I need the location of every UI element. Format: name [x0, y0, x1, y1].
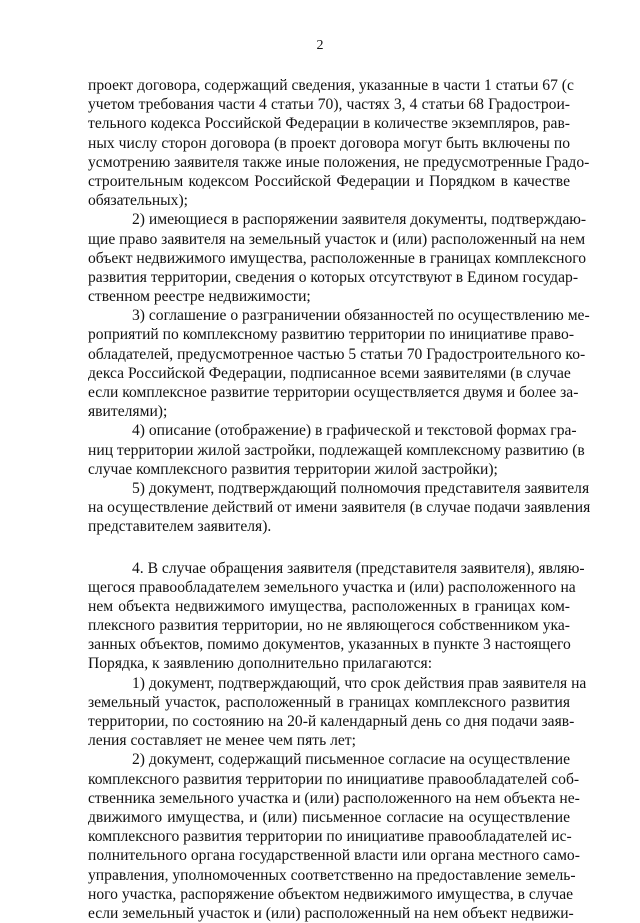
text-line: территории, по состоянию на 20-й календарный день со дня подачи заяв-	[88, 713, 575, 730]
text-line: ниц территории жилой застройки, подлежащей комплексному развитию (в	[88, 441, 585, 459]
text-line: движимого имущества, и (или) письменное согласие на осуществление	[88, 808, 570, 826]
text-line: развития территории, сведения о которых отсутствуют в Едином государ-	[88, 268, 579, 286]
text-line: комплексного развития территории по инициативе правообладателей соб-	[88, 770, 580, 788]
text-line: Порядка, к заявлению дополнительно прилагаются:	[88, 655, 433, 673]
text-line: щие право заявителя на земельный участок и (или) расположенный на нем	[88, 230, 586, 248]
text-line: 2) имеющиеся в распоряжении заявителя документы, подтверждаю-	[132, 211, 587, 229]
text-line: 1) документ, подтверждающий, что срок действия прав заявителя на	[132, 674, 587, 692]
text-line: занных объектов, помимо документов, указанных в пункте 3 настоящего	[88, 636, 571, 654]
document-body	[88, 76, 591, 923]
text-line: если земельный участок и (или) расположенный на нем объект недвижи-	[88, 904, 574, 922]
page-number: 2	[316, 38, 324, 53]
text-line: ного участка, распоряжение объектом недвижимого имущества, в случае	[88, 885, 574, 903]
text-line: 4) описание (отображение) в графической и текстовой формах гра-	[132, 422, 577, 440]
text-line: декса Российской Федерации, подписанное всеми заявителями (в случае	[88, 364, 571, 382]
text-line: 2) документ, содержащий письменное согласие на осуществление	[132, 751, 570, 769]
text-line: роприятий по комплексному развитию территории по инициативе право-	[88, 326, 575, 344]
text-line: усмотрению заявителя также иные положения, не предусмотренные Градо-	[88, 153, 590, 171]
text-line: щегося правообладателем земельного участка и (или) расположенного на	[88, 578, 576, 596]
paragraph-gap	[88, 537, 570, 559]
text-line: обязательных);	[88, 192, 188, 210]
text-line: 3) соглашение о разграничении обязанностей по осуществлению ме-	[132, 307, 590, 325]
text-line: комплексного развития территории по инициативе правообладателей ис-	[88, 828, 572, 846]
text-line: ления составляет не менее чем пять лет;	[88, 732, 356, 750]
text-line: тельного кодекса Российской Федерации в количестве экземпляров, рав-	[88, 115, 570, 133]
text-line: на осуществление действий от имени заявителя (в случае подачи заявления	[88, 499, 591, 517]
text-line: объект недвижимого имущества, расположенные в границах комплексного	[88, 249, 587, 267]
text-line: явителями);	[88, 403, 168, 421]
text-line: строительным кодексом Российской Федерации и Порядком в качестве	[88, 172, 570, 190]
text-line: ных числу сторон договора (в проект договора могут быть включены по	[88, 134, 570, 152]
text-line: нем объекта недвижимого имущества, расположенных в границах ком-	[88, 597, 570, 615]
text-line: учетом требования части 4 статьи 70), частях 3, 4 статьи 68 Градострои-	[88, 96, 570, 114]
text-line: 5) документ, подтверждающий полномочия представителя заявителя	[132, 479, 590, 497]
text-line: обладателей, предусмотренное частью 5 статьи 70 Градостроительного ко-	[88, 345, 586, 363]
text-line: плексного развития территории, но не являющегося собственником ука-	[88, 617, 570, 635]
text-line: земельный участок, расположенный в границах комплексного развития	[88, 693, 570, 711]
text-line: случае комплексного развития территории жилой застройки);	[88, 460, 498, 478]
text-line: проект договора, содержащий сведения, указанные в части 1 статьи 67 (с	[88, 77, 574, 94]
text-line: 4. В случае обращения заявителя (представителя заявителя), являю-	[132, 559, 585, 577]
text-line: полнительного органа государственной власти или органа местного само-	[88, 847, 580, 865]
text-line: управления, уполномоченных соответственно на предоставление земель-	[88, 866, 576, 884]
text-line: ственном реестре недвижимости;	[88, 288, 311, 306]
text-line: ственника земельного участка и (или) расположенного на нем объекта не-	[88, 789, 580, 807]
text-line: если комплексное развитие территории осуществляется двумя и более за-	[88, 384, 579, 401]
text-line: представителем заявителя).	[88, 518, 272, 536]
